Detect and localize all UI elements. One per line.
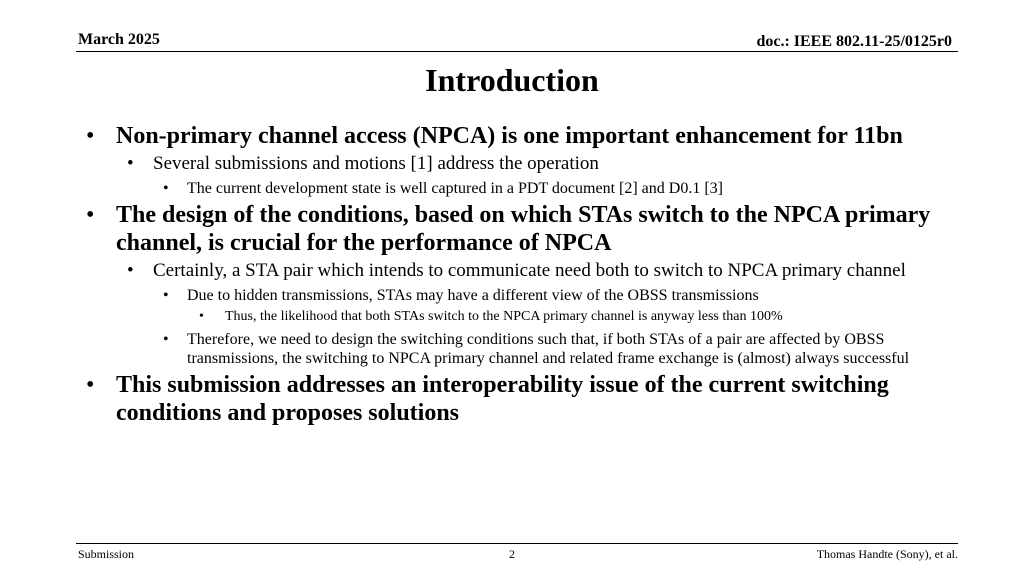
bullet-text: The design of the conditions, based on which STAs switch to the NPCA primary channel, is crucial for the performance of NPCA [116, 202, 931, 256]
header-date: March 2025 [78, 31, 160, 48]
bullet-marker: • [163, 180, 169, 197]
bullet-text: Non-primary channel access (NPCA) is one important enhancement for 11bn [116, 123, 903, 149]
bullet-marker: • [86, 372, 95, 398]
slide-title: Introduction [425, 62, 599, 98]
bullet-marker: • [86, 123, 95, 149]
bullet-item [78, 179, 958, 198]
bullet-item [78, 286, 958, 305]
bullet-item [78, 153, 958, 175]
bullet-text: Certainly, a STA pair which intends to communicate need both to switch to NPCA primary channel [153, 260, 906, 281]
bullet-item [78, 371, 958, 427]
bullet-text: Due to hidden transmissions, STAs may have a different view of the OBSS transmissions [187, 287, 759, 304]
footer-author: Thomas Handte (Sony), et al. [816, 547, 958, 561]
header-divider [76, 51, 958, 52]
bullet-marker: • [163, 287, 169, 304]
footer-submission: Submission [78, 547, 135, 561]
bullet-marker: • [127, 153, 134, 174]
bullet-text: Thus, the likelihood that both STAs switch to the NPCA primary channel is anyway less than 100% [225, 309, 783, 324]
bullet-marker: • [199, 309, 204, 324]
bullet-item [78, 122, 958, 150]
bullet-list [78, 122, 958, 430]
bullet-marker: • [163, 331, 169, 348]
bullet-item [78, 260, 958, 282]
footer-page-number: 2 [509, 547, 515, 561]
bullet-text: The current development state is well captured in a PDT document [2] and D0.1 [3] [187, 180, 723, 197]
bullet-text: Several submissions and motions [1] address the operation [153, 153, 599, 174]
bullet-item [78, 330, 958, 368]
bullet-marker: • [86, 202, 95, 228]
footer-divider [76, 543, 958, 544]
header-doc-id: doc.: IEEE 802.11-25/0125r0 [756, 33, 952, 50]
bullet-text: Therefore, we need to design the switching conditions such that, if both STAs of a pair are affected by OBSS transmissions, the switching to NPCA primary channel and related frame exchange is (almost) always successful [187, 331, 910, 367]
bullet-item [78, 308, 958, 326]
bullet-item [78, 201, 958, 257]
bullet-text: This submission addresses an interoperability issue of the current switching conditions and proposes solutions [116, 372, 889, 426]
bullet-marker: • [127, 260, 134, 281]
